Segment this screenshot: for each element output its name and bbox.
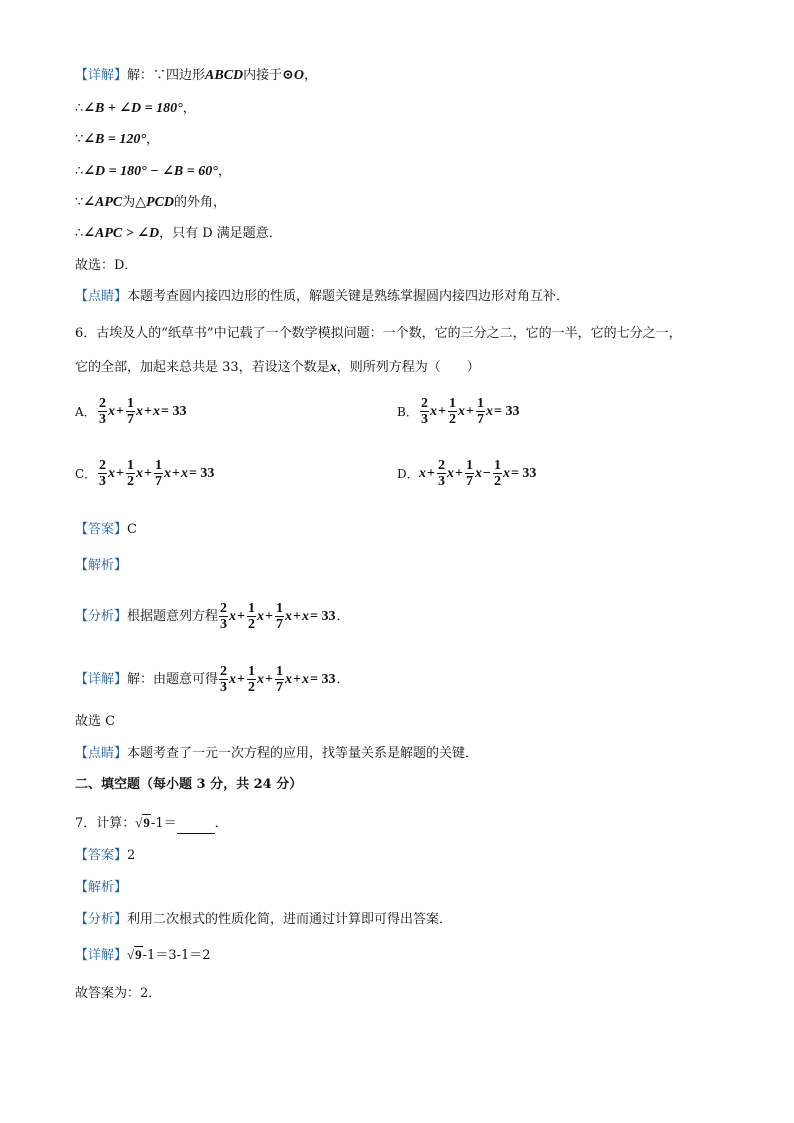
therefore-symbol: ∴ [75, 101, 84, 116]
variable-x: x [301, 608, 309, 624]
analysis-label: 【解析】 [75, 558, 128, 573]
variable-x: x [285, 671, 292, 687]
rhs: = 33 [309, 608, 336, 624]
numerator: 1 [126, 458, 134, 473]
plus-sign: + [465, 403, 474, 419]
option-d[interactable] [397, 458, 537, 489]
circle-name: ⊙O [282, 68, 305, 83]
fraction [493, 458, 502, 489]
because-symbol: ∵ [75, 132, 84, 147]
fraction [126, 396, 135, 427]
option-a-equation [97, 396, 187, 427]
text: 解：由题意可得 [127, 671, 219, 687]
because-symbol: ∵ [75, 195, 84, 210]
variable-x: x [135, 465, 143, 481]
denominator: 7 [154, 474, 162, 489]
q5-comment [75, 287, 569, 307]
variable-x: x [180, 465, 188, 481]
q6-fenxi [75, 601, 349, 632]
variable-x: x [430, 403, 437, 419]
comment-label: 【点睛】 [75, 746, 128, 761]
fraction [154, 458, 163, 489]
variable-x: x [135, 403, 143, 419]
text: -1＝3-1＝2 [142, 948, 211, 963]
denominator: 3 [220, 680, 228, 695]
sqrt-expression: √9 [127, 947, 142, 962]
denominator: 2 [248, 617, 256, 632]
denominator: 7 [276, 617, 283, 632]
angle-b-expr: ∠B = 120° [83, 132, 146, 147]
fraction [420, 396, 429, 427]
variable-x: x [474, 465, 482, 481]
fenxi-equation [218, 601, 336, 632]
fraction [437, 458, 446, 489]
fraction [98, 458, 107, 489]
text: ， [145, 132, 159, 147]
variable-x: x [485, 403, 493, 419]
variable-x: x [108, 403, 115, 419]
fraction [219, 664, 228, 695]
option-b-equation [419, 396, 520, 427]
plus-sign: + [438, 403, 446, 419]
answer-blank[interactable] [177, 821, 215, 834]
option-c-equation [97, 458, 215, 489]
therefore-symbol: ∴ [75, 164, 84, 179]
text: 的外角， [174, 195, 227, 210]
variable-x: x [229, 671, 237, 687]
fenxi-label: 【分析】 [75, 608, 128, 624]
fraction [275, 601, 284, 632]
variable-x: x [419, 465, 426, 481]
q7-fenxi [75, 910, 452, 930]
fraction [275, 664, 284, 695]
text: 它的全部，加起来总共是 33，若设这个数是 [75, 360, 330, 375]
comment-text: 本题考查了一元一次方程的应用，找等量关系是解题的关键． [127, 746, 479, 761]
denominator: 3 [99, 474, 106, 489]
text: ． [214, 816, 228, 831]
plus-sign: + [427, 465, 435, 481]
q5-detail-line-2 [75, 99, 196, 119]
radicand: 9 [143, 815, 150, 830]
q5-choice: 故选：D． [75, 258, 138, 273]
option-d-equation [419, 458, 537, 489]
fraction [465, 458, 474, 489]
rhs: = 33 [493, 403, 520, 419]
numerator: 1 [465, 458, 473, 473]
fenxi-text: 利用二次根式的性质化简，进而通过计算即可得出答案． [127, 912, 453, 927]
q5-detail-line-5 [75, 193, 226, 213]
denominator: 3 [421, 412, 428, 427]
q5-detail-line-6 [75, 224, 282, 244]
denominator: 2 [126, 474, 134, 489]
numerator: 1 [276, 664, 283, 679]
angle-compare-expr: ∠APC > ∠D [83, 226, 160, 241]
plus-sign: + [237, 608, 246, 624]
numerator: 2 [99, 458, 106, 473]
numerator: 1 [126, 396, 134, 411]
plus-sign: + [171, 465, 180, 481]
text: ，只有 D 满足题意． [159, 226, 282, 241]
fraction [247, 664, 256, 695]
text: 根据题意列方程 [127, 608, 219, 624]
numerator: 2 [220, 601, 228, 616]
text: -1＝ [150, 816, 177, 831]
text: 7．计算： [75, 816, 136, 831]
denominator: 7 [126, 412, 134, 427]
numerator: 2 [421, 396, 428, 411]
variable-x: x [163, 465, 171, 481]
angle-d-expr: ∠D = 180° − ∠B = 60° [83, 164, 218, 179]
text: ， [304, 68, 318, 83]
plus-sign: + [293, 608, 301, 624]
comment-text: 本题考查圆内接四边形的性质，解题关键是熟练掌握圆内接四边形对角互补． [127, 289, 570, 304]
numerator: 1 [476, 396, 484, 411]
plus-sign: + [265, 608, 273, 624]
fraction [247, 601, 256, 632]
quadrilateral-name: ABCD [205, 68, 244, 83]
variable-x: x [152, 403, 160, 419]
numerator: 2 [437, 458, 445, 473]
section-title: 二、填空题（每小题 3 分，共 24 分） [75, 777, 303, 792]
therefore-symbol: ∴ [75, 226, 84, 241]
variable-x: x [257, 608, 265, 624]
fraction [219, 601, 228, 632]
plus-sign: + [143, 465, 152, 481]
text: ， [217, 164, 231, 179]
detail-label: 【详解】 [75, 948, 128, 963]
q5-detail-line-3 [75, 130, 159, 150]
numerator: 2 [99, 396, 106, 411]
plus-sign: + [143, 403, 152, 419]
denominator: 3 [99, 412, 106, 427]
numerator: 1 [154, 458, 162, 473]
q6-stem-line-1: 6．古埃及人的“纸草书”中记载了一个数学模拟问题：一个数，它的三分之二，它的一半，它的七分之一， [75, 326, 682, 341]
period: ． [336, 671, 350, 687]
fraction [126, 458, 135, 489]
q6-analysis-label [75, 556, 127, 576]
option-label: A． [75, 405, 96, 419]
q6-comment [75, 744, 478, 764]
period: ． [336, 608, 350, 624]
option-b[interactable] [397, 396, 520, 427]
detail-label: 【详解】 [75, 68, 128, 83]
denominator: 2 [493, 474, 501, 489]
denominator: 3 [437, 474, 445, 489]
q7-answer [75, 846, 135, 866]
numerator: 1 [448, 396, 456, 411]
radicand: 9 [135, 947, 142, 962]
angle-apc: ∠APC [83, 195, 123, 210]
denominator: 7 [465, 474, 473, 489]
fraction [98, 396, 107, 427]
numerator: 1 [493, 458, 501, 473]
numerator: 2 [220, 664, 228, 679]
text: ，则所列方程为（ ） [336, 360, 480, 375]
rhs: = 33 [160, 403, 187, 419]
q6-detail [75, 664, 349, 695]
variable-x: x [502, 465, 510, 481]
rhs: = 33 [188, 465, 215, 481]
variable-x: x [108, 465, 115, 481]
variable-x: x [285, 608, 292, 624]
denominator: 2 [248, 680, 256, 695]
detail-equation [218, 664, 336, 695]
numerator: 1 [276, 601, 283, 616]
plus-sign: + [116, 403, 124, 419]
q7-final: 故答案为：2． [75, 986, 162, 1001]
angle-sum-expr: ∠B + ∠D = 180° [83, 101, 183, 116]
denominator: 3 [220, 617, 228, 632]
q6-answer [75, 520, 137, 540]
answer-label: 【答案】 [75, 522, 128, 537]
text: 内接于 [243, 68, 283, 83]
triangle-pcd: △PCD [135, 195, 175, 210]
detail-label: 【详解】 [75, 671, 128, 687]
answer-value: 2 [127, 848, 136, 863]
numerator: 1 [248, 664, 256, 679]
text: 解：∵四边形 [127, 68, 206, 83]
text: ， [182, 101, 196, 116]
plus-sign: + [116, 465, 124, 481]
variable-x: x [301, 671, 309, 687]
answer-label: 【答案】 [75, 848, 128, 863]
sqrt-expression: √9 [135, 815, 150, 830]
denominator: 7 [276, 680, 283, 695]
q7-stem [75, 813, 228, 834]
text: 为 [122, 195, 136, 210]
variable-x: x [329, 360, 337, 375]
minus-sign: − [482, 465, 491, 481]
denominator: 2 [448, 412, 456, 427]
rhs: = 33 [309, 671, 336, 687]
variable-x: x [229, 608, 237, 624]
variable-x: x [257, 671, 265, 687]
q5-detail-line-1 [75, 66, 317, 86]
q5-detail-line-4 [75, 162, 231, 182]
fraction [448, 396, 457, 427]
option-label: C． [75, 467, 97, 481]
q7-analysis-label [75, 878, 127, 898]
plus-sign: + [293, 671, 301, 687]
option-a[interactable] [75, 396, 187, 427]
q6-stem-line-2 [75, 358, 480, 378]
variable-x: x [457, 403, 465, 419]
option-c[interactable] [75, 458, 215, 489]
option-label: B． [397, 405, 418, 419]
denominator: 7 [476, 412, 484, 427]
plus-sign: + [454, 465, 463, 481]
fraction [476, 396, 485, 427]
plus-sign: + [265, 671, 273, 687]
analysis-label: 【解析】 [75, 880, 128, 895]
rhs: = 33 [510, 465, 537, 481]
numerator: 1 [248, 601, 256, 616]
option-label: D． [397, 467, 419, 481]
q6-choice: 故选 C [75, 714, 116, 729]
answer-value: C [127, 522, 137, 537]
q7-detail [75, 945, 211, 966]
variable-x: x [446, 465, 454, 481]
fenxi-label: 【分析】 [75, 912, 128, 927]
plus-sign: + [237, 671, 246, 687]
comment-label: 【点睛】 [75, 289, 128, 304]
